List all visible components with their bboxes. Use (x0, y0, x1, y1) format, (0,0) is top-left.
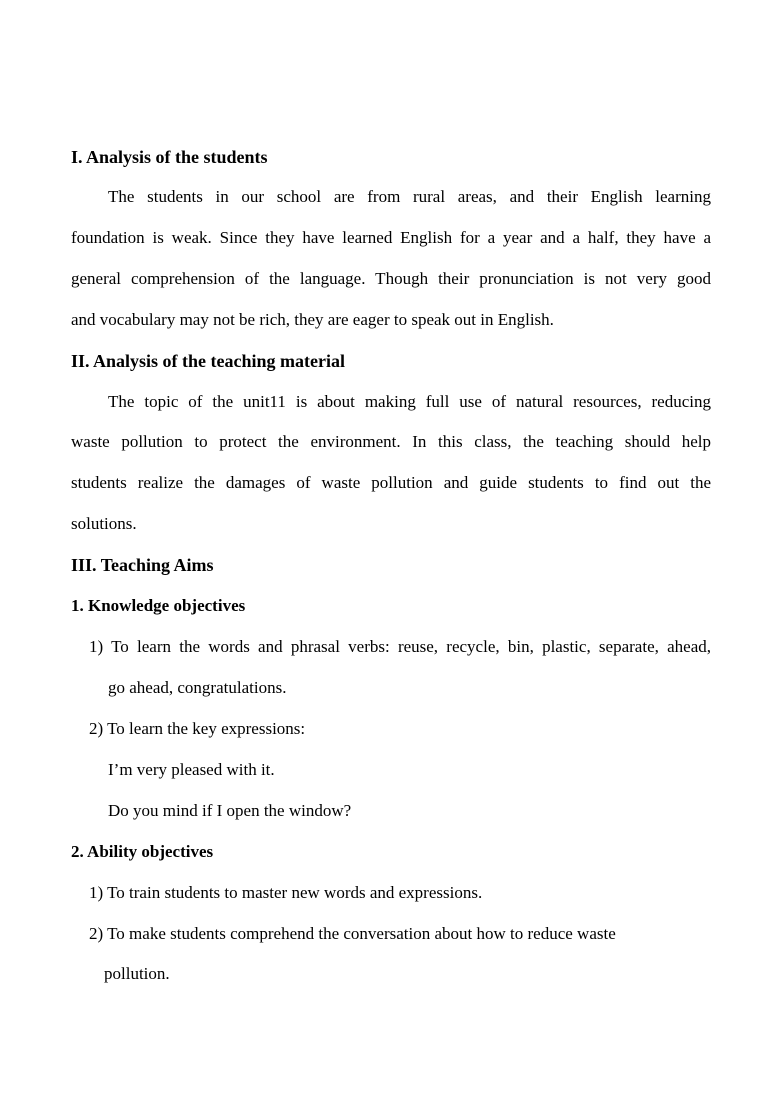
list-item: 2) To learn the key expressions: (89, 719, 306, 738)
list-item: 1) To train students to master new words and expressions. (89, 883, 483, 902)
section-heading-teaching-material: II. Analysis of the teaching material (71, 351, 345, 371)
list-item-continuation: pollution. (104, 964, 170, 983)
paragraph-line: general comprehension of the language. Though their pronunciation is not very good (71, 269, 711, 288)
section-heading-teaching-aims: III. Teaching Aims (71, 555, 214, 575)
key-expression: Do you mind if I open the window? (108, 801, 352, 820)
list-item-continuation: go ahead, congratulations. (108, 678, 287, 697)
paragraph-line: students realize the damages of waste pollution and guide students to find out the (71, 473, 711, 492)
paragraph-line: The students in our school are from rural areas, and their English learning (108, 187, 711, 206)
key-expression: I’m very pleased with it. (108, 760, 275, 779)
subheading-ability-objectives: 2. Ability objectives (71, 842, 214, 861)
subheading-knowledge-objectives: 1. Knowledge objectives (71, 596, 246, 615)
paragraph-line: waste pollution to protect the environment. In this class, the teaching should help (71, 432, 711, 451)
section-heading-students: I. Analysis of the students (71, 147, 268, 167)
paragraph-line: solutions. (71, 514, 137, 533)
paragraph-line: The topic of the unit11 is about making full use of natural resources, reducing (108, 392, 711, 411)
list-item: 2) To make students comprehend the conversation about how to reduce waste (89, 924, 616, 943)
paragraph-line: and vocabulary may not be rich, they are eager to speak out in English. (71, 310, 554, 329)
list-item: 1) To learn the words and phrasal verbs: reuse, recycle, bin, plastic, separate, ahead, (89, 637, 711, 656)
paragraph-line: foundation is weak. Since they have learned English for a year and a half, they have a (71, 228, 711, 247)
